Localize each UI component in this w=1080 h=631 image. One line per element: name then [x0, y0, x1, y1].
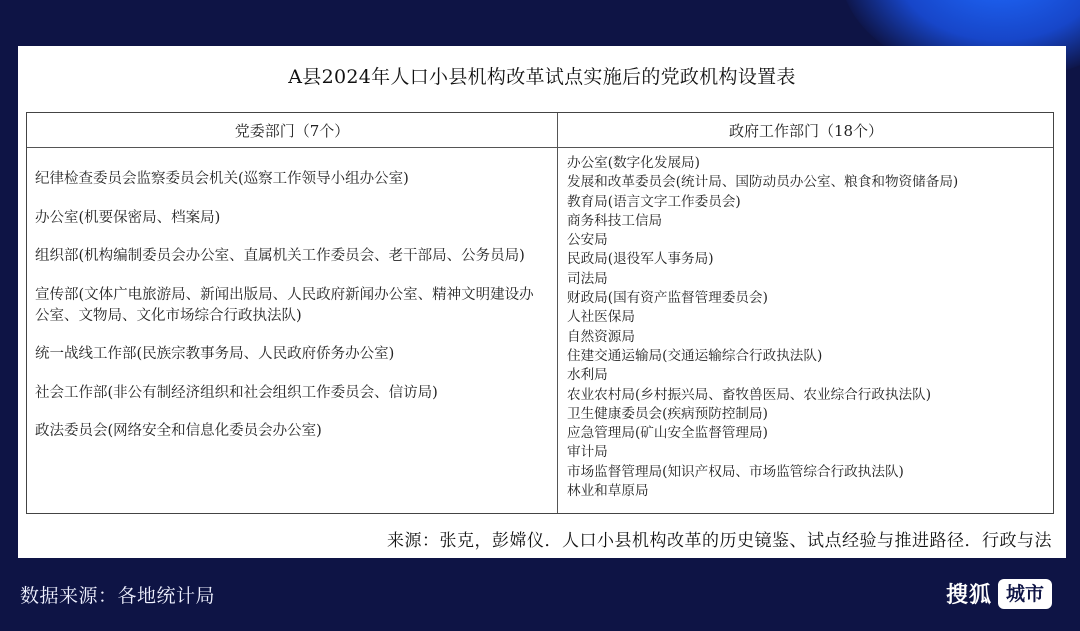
source-citation: 来源：张克，彭嫦仪．人口小县机构改革的历史镜鉴、试点经验与推进路径．行政与法	[387, 531, 1052, 551]
list-item: 政法委员会(网络安全和信息化委员会办公室)	[35, 423, 322, 439]
list-item: 统一战线工作部(民族宗教事务局、人民政府侨务办公室)	[35, 346, 395, 362]
list-item: 林业和草原局	[567, 483, 649, 500]
government-column-header: 政府工作部门（18个）	[728, 122, 884, 140]
list-item: 民政局(退役军人事务局)	[567, 251, 714, 268]
list-item: 商务科技工信局	[567, 212, 663, 229]
government-department-list	[567, 154, 1051, 501]
list-item: 住建交通运输局(交通运输综合行政执法队)	[567, 347, 823, 364]
party-column-header: 党委部门（7个）	[234, 122, 350, 140]
list-item: 纪律检查委员会监察委员会机关(巡察工作领导小组办公室)	[35, 171, 409, 187]
list-item: 办公室(机要保密局、档案局)	[35, 209, 221, 226]
table-title: A县2024年人口小县机构改革试点实施后的党政机构设置表	[288, 66, 796, 88]
list-item: 人社医保局	[567, 309, 635, 326]
list-item: 发展和改革委员会(统计局、国防动员办公室、粮食和物资储备局)	[567, 174, 959, 191]
document-card	[18, 46, 1066, 558]
list-item: 教育局(语言文字工作委员会)	[567, 193, 741, 210]
party-department-list	[35, 169, 545, 460]
data-source-caption: 数据来源：各地统计局	[20, 585, 216, 607]
list-item: 水利局	[567, 367, 608, 384]
list-item: 财政局(国有资产监督管理委员会)	[567, 290, 768, 307]
list-item: 自然资源局	[567, 328, 635, 345]
list-item: 公安局	[567, 232, 608, 249]
list-item: 卫生健康委员会(疾病预防控制局)	[567, 405, 768, 422]
brand-badge: 城市	[998, 579, 1052, 609]
list-item: 组织部(机构编制委员会办公室、直属机关工作委员会、老干部局、公务员局)	[35, 248, 525, 264]
list-item: 司法局	[567, 270, 608, 287]
header-divider	[27, 147, 1053, 148]
sohu-city-logo	[946, 578, 1052, 609]
list-item: 办公室(数字化发展局)	[567, 155, 700, 171]
org-table	[26, 112, 1054, 514]
column-divider	[557, 113, 558, 513]
list-item: 宣传部(文体广电旅游局、新闻出版局、人民政府新闻办公室、精神文明建设办公室、文物局、文化市场综合行政执法队)	[35, 286, 534, 324]
list-item: 农业农村局(乡村振兴局、畜牧兽医局、农业综合行政执法队)	[567, 386, 932, 403]
brand-name: 搜狐	[945, 583, 992, 608]
list-item: 社会工作部(非公有制经济组织和社会组织工作委员会、信访局)	[35, 384, 438, 401]
list-item: 审计局	[567, 444, 608, 461]
list-item: 市场监督管理局(知识产权局、市场监管综合行政执法队)	[567, 463, 904, 480]
list-item: 应急管理局(矿山安全监督管理局)	[567, 425, 768, 442]
